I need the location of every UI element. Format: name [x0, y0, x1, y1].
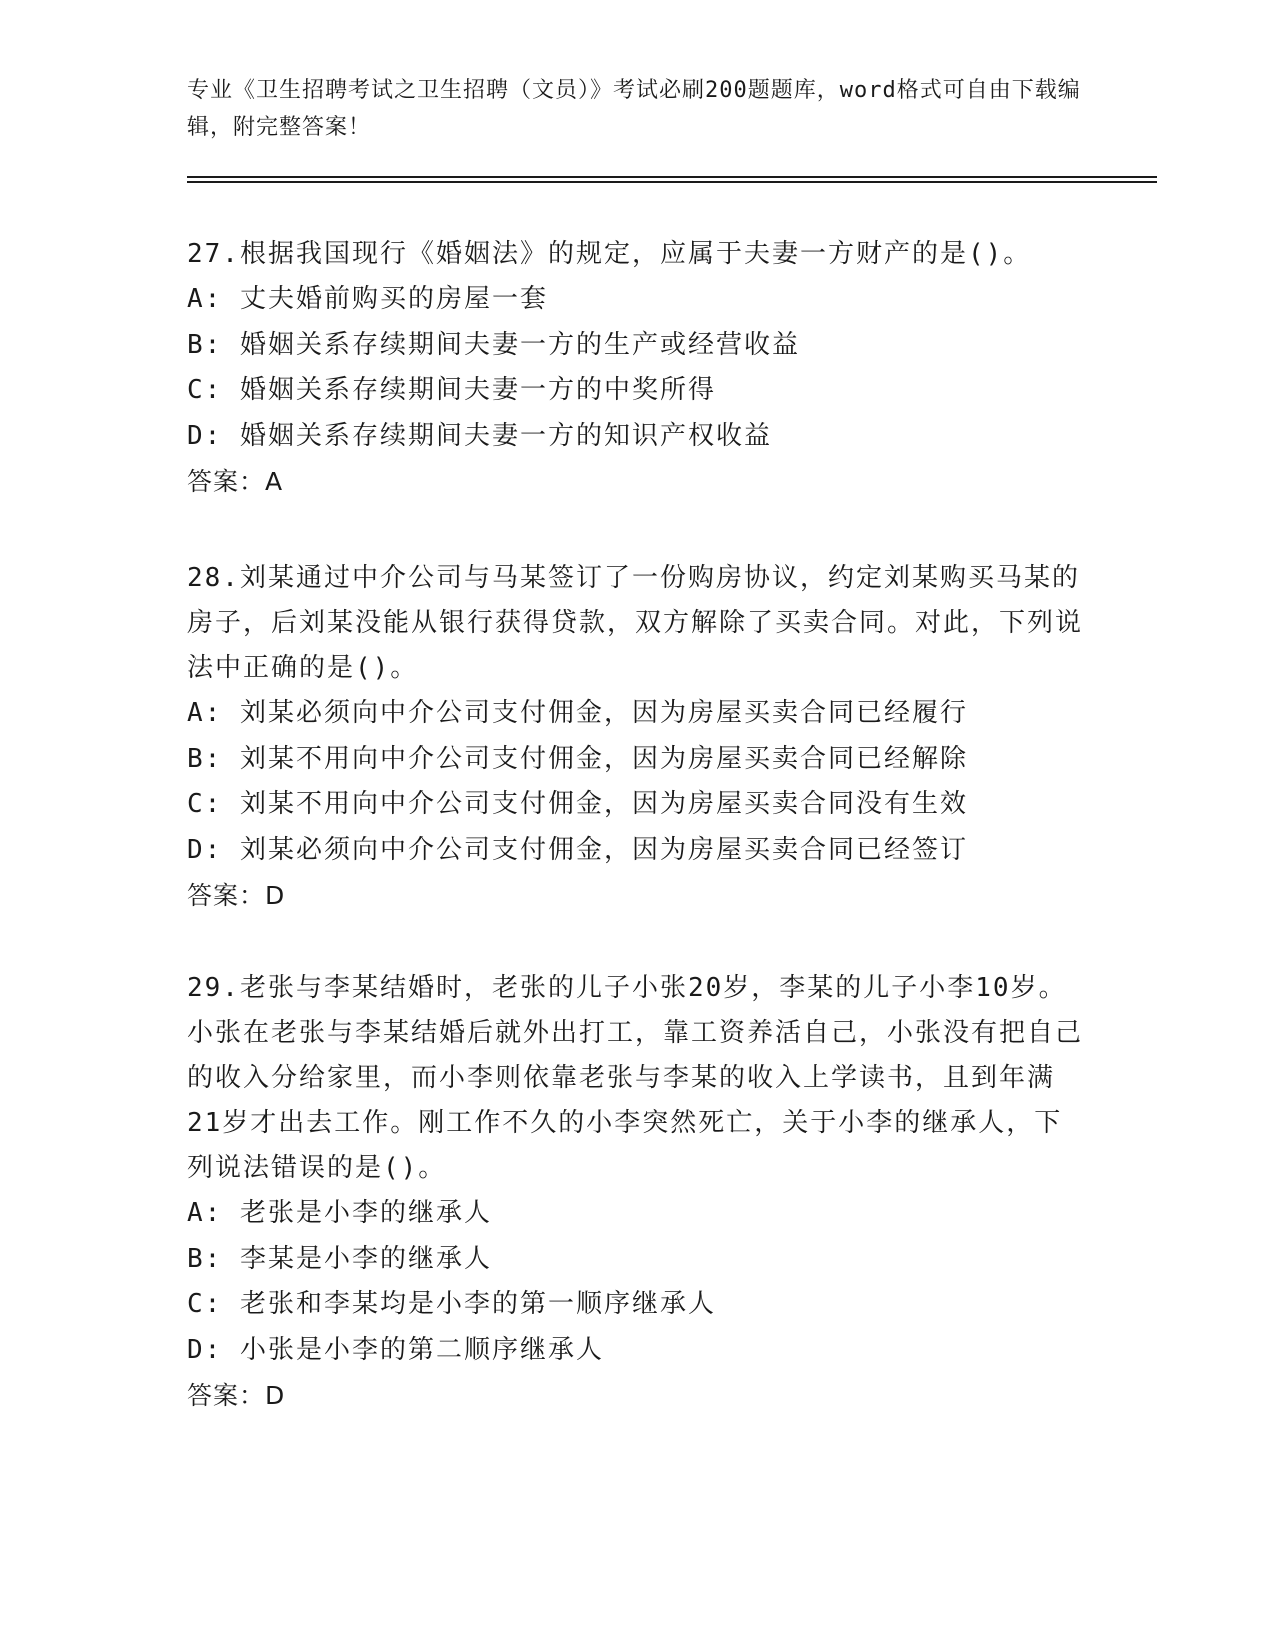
- question-stem: 29.老张与李某结婚时，老张的儿子小张20岁，李某的儿子小李10岁。小张在老张与李某结婚后就外出打工，靠工资养活自己，小张没有把自己的收入分给家里，而小李则依靠老张与李某的收入上学读书，且到年满21岁才出去工作。刚工作不久的小李突然死亡，关于小李的继承人，下列说法错误的是()。: [187, 973, 1084, 1183]
- option-d: D: 刘某必须向中介公司支付佣金，因为房屋买卖合同已经签订: [187, 834, 968, 865]
- option-d: D: 小张是小李的第二顺序继承人: [187, 1334, 604, 1365]
- answer: 答案：A: [187, 467, 284, 496]
- option-b: B: 李某是小李的继承人: [187, 1243, 492, 1274]
- question-28: [187, 556, 1087, 919]
- document-header: 专业《卫生招聘考试之卫生招聘（文员）》考试必刷200题题库，word格式可自由下载编辑，附完整答案！: [187, 78, 1081, 140]
- option-d: D: 婚姻关系存续期间夫妻一方的知识产权收益: [187, 420, 772, 451]
- question-stem: 28.刘某通过中介公司与马某签订了一份购房协议，约定刘某购买马某的房子，后刘某没能从银行获得贷款，双方解除了买卖合同。对此，下列说法中正确的是()。: [187, 563, 1084, 683]
- option-b: B: 婚姻关系存续期间夫妻一方的生产或经营收益: [187, 329, 800, 360]
- answer: 答案：D: [187, 881, 286, 910]
- option-b: B: 刘某不用向中介公司支付佣金，因为房屋买卖合同已经解除: [187, 743, 968, 774]
- answer: 答案：D: [187, 1381, 286, 1410]
- option-a: A: 刘某必须向中介公司支付佣金，因为房屋买卖合同已经履行: [187, 698, 968, 728]
- question-stem: 27.根据我国现行《婚姻法》的规定，应属于夫妻一方财产的是()。: [187, 239, 1032, 269]
- option-a: A: 丈夫婚前购买的房屋一套: [187, 284, 548, 314]
- question-27: [187, 232, 1087, 505]
- header-divider-top: [187, 176, 1157, 178]
- question-29: [187, 966, 1087, 1419]
- option-c: C: 婚姻关系存续期间夫妻一方的中奖所得: [187, 375, 716, 405]
- option-a: A: 老张是小李的继承人: [187, 1198, 492, 1228]
- option-c: C: 刘某不用向中介公司支付佣金，因为房屋买卖合同没有生效: [187, 789, 968, 819]
- header-divider-bottom: [187, 181, 1157, 183]
- option-c: C: 老张和李某均是小李的第一顺序继承人: [187, 1289, 716, 1319]
